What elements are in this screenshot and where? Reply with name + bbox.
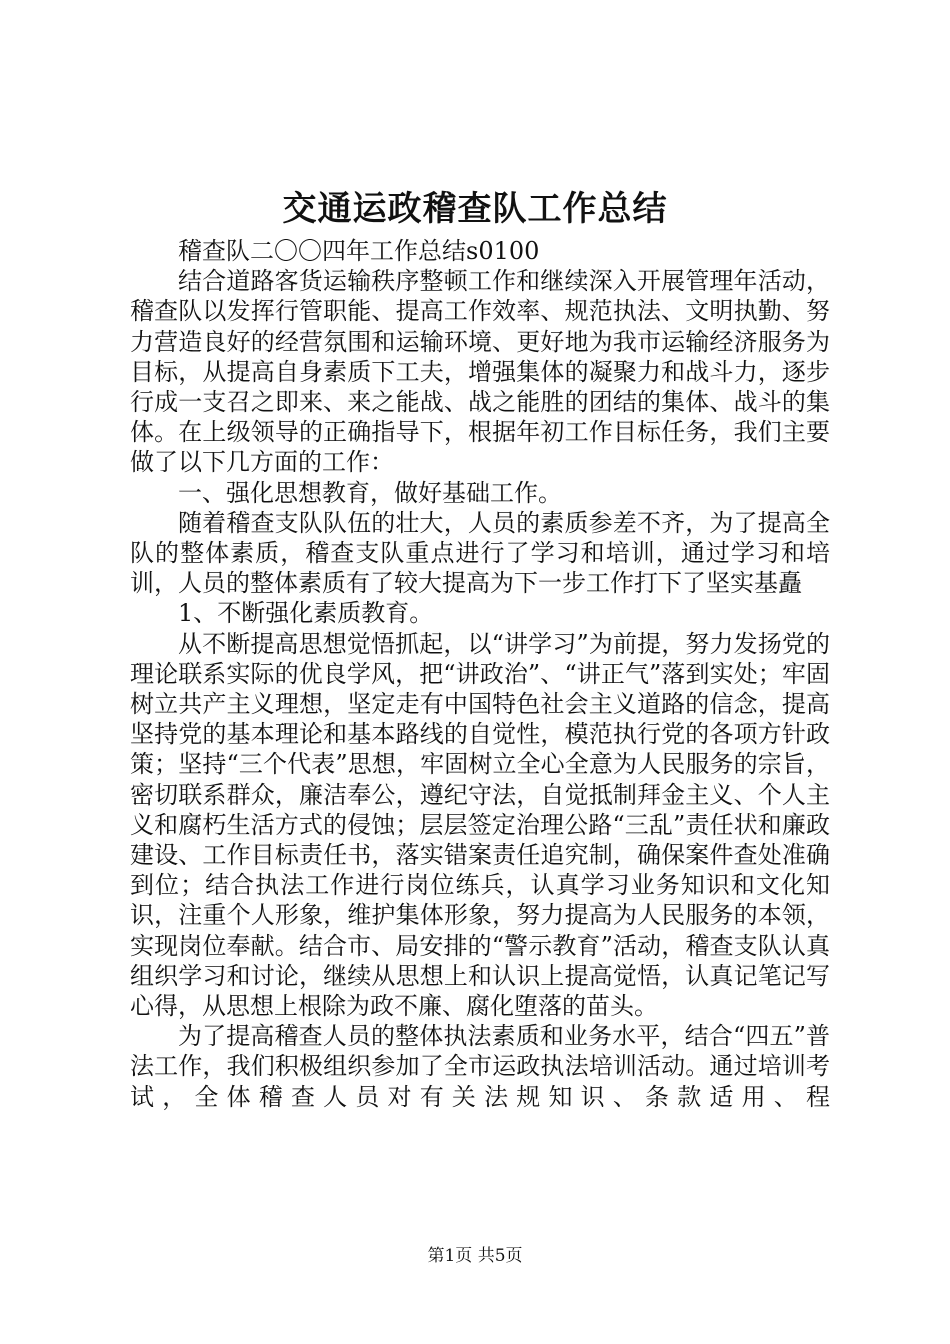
document-body [130, 236, 830, 1112]
paragraph-section-1: 随着稽查支队队伍的壮大，人员的素质参差不齐，为了提高全队的整体素质，稽查支队重点进行了学习和培训，通过学习和培训，人员的整体素质有了较大提高为下一步工作打下了坚实基矗 [130, 508, 830, 598]
document-title: 交通运政稽查队工作总结 [282, 189, 668, 229]
paragraph-subtitle: 稽查队二〇〇四年工作总结s0100 [178, 237, 540, 265]
paragraph-subsection-1: 从不断提高思想觉悟抓起，以“讲学习”为前提，努力发扬党的理论联系实际的优良学风，把“讲政治”、“讲正气”落到实处；牢固树立共产主义理想，坚定走有中国特色社会主义道路的信念，提高坚持党的基本理论和基本路线的自觉性，模范执行党的各项方针政策；坚持“三个代表”思想，牢固树立全心全意为人民服务的宗旨，密切联系群众，廉洁奉公，遵纪守法，自觉抵制拜金主义、个人主义和腐朽生活方式的侵蚀；层层签定治理公路“三乱”责任状和廉政建设、工作目标责任书，落实错案责任追究制，确保案件查处准确到位；结合执法工作进行岗位练兵，认真学习业务知识和文化知识，注重个人形象，维护集体形象，努力提高为人民服务的本领，实现岗位奉献。结合市、局安排的“警示教育”活动，稽查支队认真组织学习和讨论，继续从思想上和认识上提高觉悟，认真记笔记写心得，从思想上根除为政不廉、腐化堕落的苗头。 [130, 629, 830, 1021]
paragraph-intro: 结合道路客货运输秩序整顿工作和继续深入开展管理年活动，稽查队以发挥行管职能、提高工作效率、规范执法、文明执勤、努力营造良好的经营氛围和运输环境、更好地为我市运输经济服务为目标，从提高自身素质下工夫，增强集体的凝聚力和战斗力，逐步行成一支召之即来、来之能战、战之能胜的团结的集体、战斗的集体。在上级领导的正确指导下，根据年初工作目标任务，我们主要做了以下几方面的工作： [130, 267, 830, 477]
section-heading-1: 一、强化思想教育，做好基础工作。 [178, 478, 562, 507]
subsection-heading-1: 1、不断强化素质教育。 [178, 599, 434, 628]
page-footer: 第1页 共5页 [427, 1246, 523, 1266]
paragraph-training: 为了提高稽查人员的整体执法素质和业务水平，结合“四五”普法工作，我们积极组织参加了全市运政执法培训活动。通过培训考试，全体稽查人员对有关法规知识、条款适用、程 [130, 1022, 830, 1111]
